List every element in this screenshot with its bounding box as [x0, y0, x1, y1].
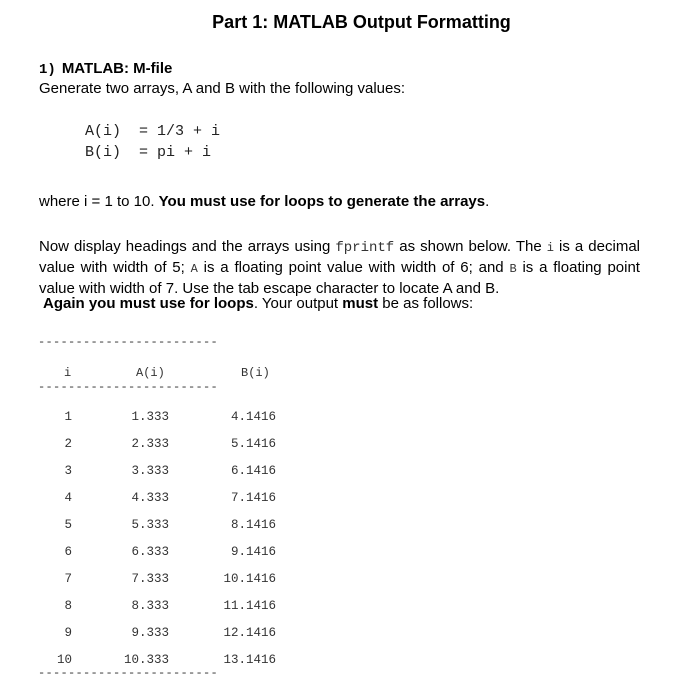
table-row: [38, 517, 298, 533]
i-code: i: [546, 241, 554, 255]
section-title: MATLAB: M-file: [61, 60, 173, 77]
a-code: A: [190, 262, 198, 276]
desc-last-mid: . Your output: [253, 295, 343, 312]
table-row: [38, 436, 298, 452]
where-prefix: where i = 1 to 10.: [39, 193, 159, 210]
cell-b: 8.1416: [230, 518, 276, 532]
cell-i: 7: [64, 572, 72, 586]
fprintf-code: fprintf: [335, 240, 395, 256]
section-number: 1): [39, 62, 56, 78]
cell-i: 1: [64, 410, 72, 424]
formula-block: [85, 121, 220, 163]
cell-b: 11.1416: [223, 599, 276, 613]
cell-b: 6.1416: [230, 464, 276, 478]
desc-part-3: is a decimal value with width of 5;: [39, 238, 640, 276]
cell-i: 6: [64, 545, 72, 559]
cell-a: 8.333: [131, 599, 169, 613]
table-row: [38, 409, 298, 425]
formula-line-a: A(i) = 1/3 + i: [85, 123, 221, 140]
instructions-final-line: [43, 294, 473, 313]
cell-b: 9.1416: [230, 545, 276, 559]
cell-b: 5.1416: [230, 437, 276, 451]
page-title: Part 1: MATLAB Output Formatting: [212, 12, 511, 32]
loop-range-text: [39, 192, 489, 211]
table-row: [38, 598, 298, 614]
where-suffix: .: [485, 193, 490, 210]
desc-part-4: is a floating point value with width of 6; and: [197, 259, 510, 276]
cell-i: 3: [64, 464, 72, 478]
table-row: [38, 490, 298, 506]
cell-b: 12.1416: [223, 626, 276, 640]
intro-text: Generate two arrays, A and B with the following values:: [39, 80, 406, 97]
cell-a: 1.333: [131, 410, 169, 424]
cell-i: 5: [64, 518, 72, 532]
output-rule-header: ------------------------: [38, 380, 219, 394]
cell-i: 10: [56, 653, 72, 667]
cell-b: 7.1416: [230, 491, 276, 505]
table-row: [38, 571, 298, 587]
cell-a: 3.333: [131, 464, 169, 478]
cell-a: 7.333: [131, 572, 169, 586]
cell-a: 2.333: [131, 437, 169, 451]
again-emphasis: Again you must use for loops: [43, 295, 254, 312]
output-rule-bottom: ------------------------: [38, 666, 219, 680]
output-header-i: i: [64, 366, 72, 380]
table-row: [38, 625, 298, 641]
cell-b: 13.1416: [223, 653, 276, 667]
output-rule-top: ------------------------: [38, 335, 219, 349]
desc-last-end: be as follows:: [378, 295, 474, 312]
cell-i: 4: [64, 491, 72, 505]
cell-a: 4.333: [131, 491, 169, 505]
output-header-a: A(i): [136, 366, 165, 380]
desc-part-2: as shown below. The: [394, 238, 547, 255]
cell-a: 9.333: [131, 626, 169, 640]
table-row: [38, 463, 298, 479]
output-header-b: B(i): [241, 366, 270, 380]
desc-part-5: is a floating point value with width of 7. Use the tab escape character to locate A and B.: [39, 259, 640, 297]
cell-i: 9: [64, 626, 72, 640]
cell-i: 8: [64, 599, 72, 613]
cell-i: 2: [64, 437, 72, 451]
instructions-paragraph: [39, 237, 640, 298]
where-emphasis: You must use for loops to generate the arrays: [158, 193, 486, 210]
cell-a: 10.333: [123, 653, 169, 667]
cell-b: 4.1416: [230, 410, 276, 424]
cell-b: 10.1416: [223, 572, 276, 586]
cell-a: 5.333: [131, 518, 169, 532]
desc-part-1: Now display headings and the arrays using: [39, 238, 336, 255]
table-row: [38, 544, 298, 560]
formula-line-b: B(i) = pi + i: [85, 144, 212, 161]
cell-a: 6.333: [131, 545, 169, 559]
b-code: B: [509, 262, 517, 276]
section-heading: [39, 60, 172, 79]
must-emphasis: must: [342, 295, 379, 312]
